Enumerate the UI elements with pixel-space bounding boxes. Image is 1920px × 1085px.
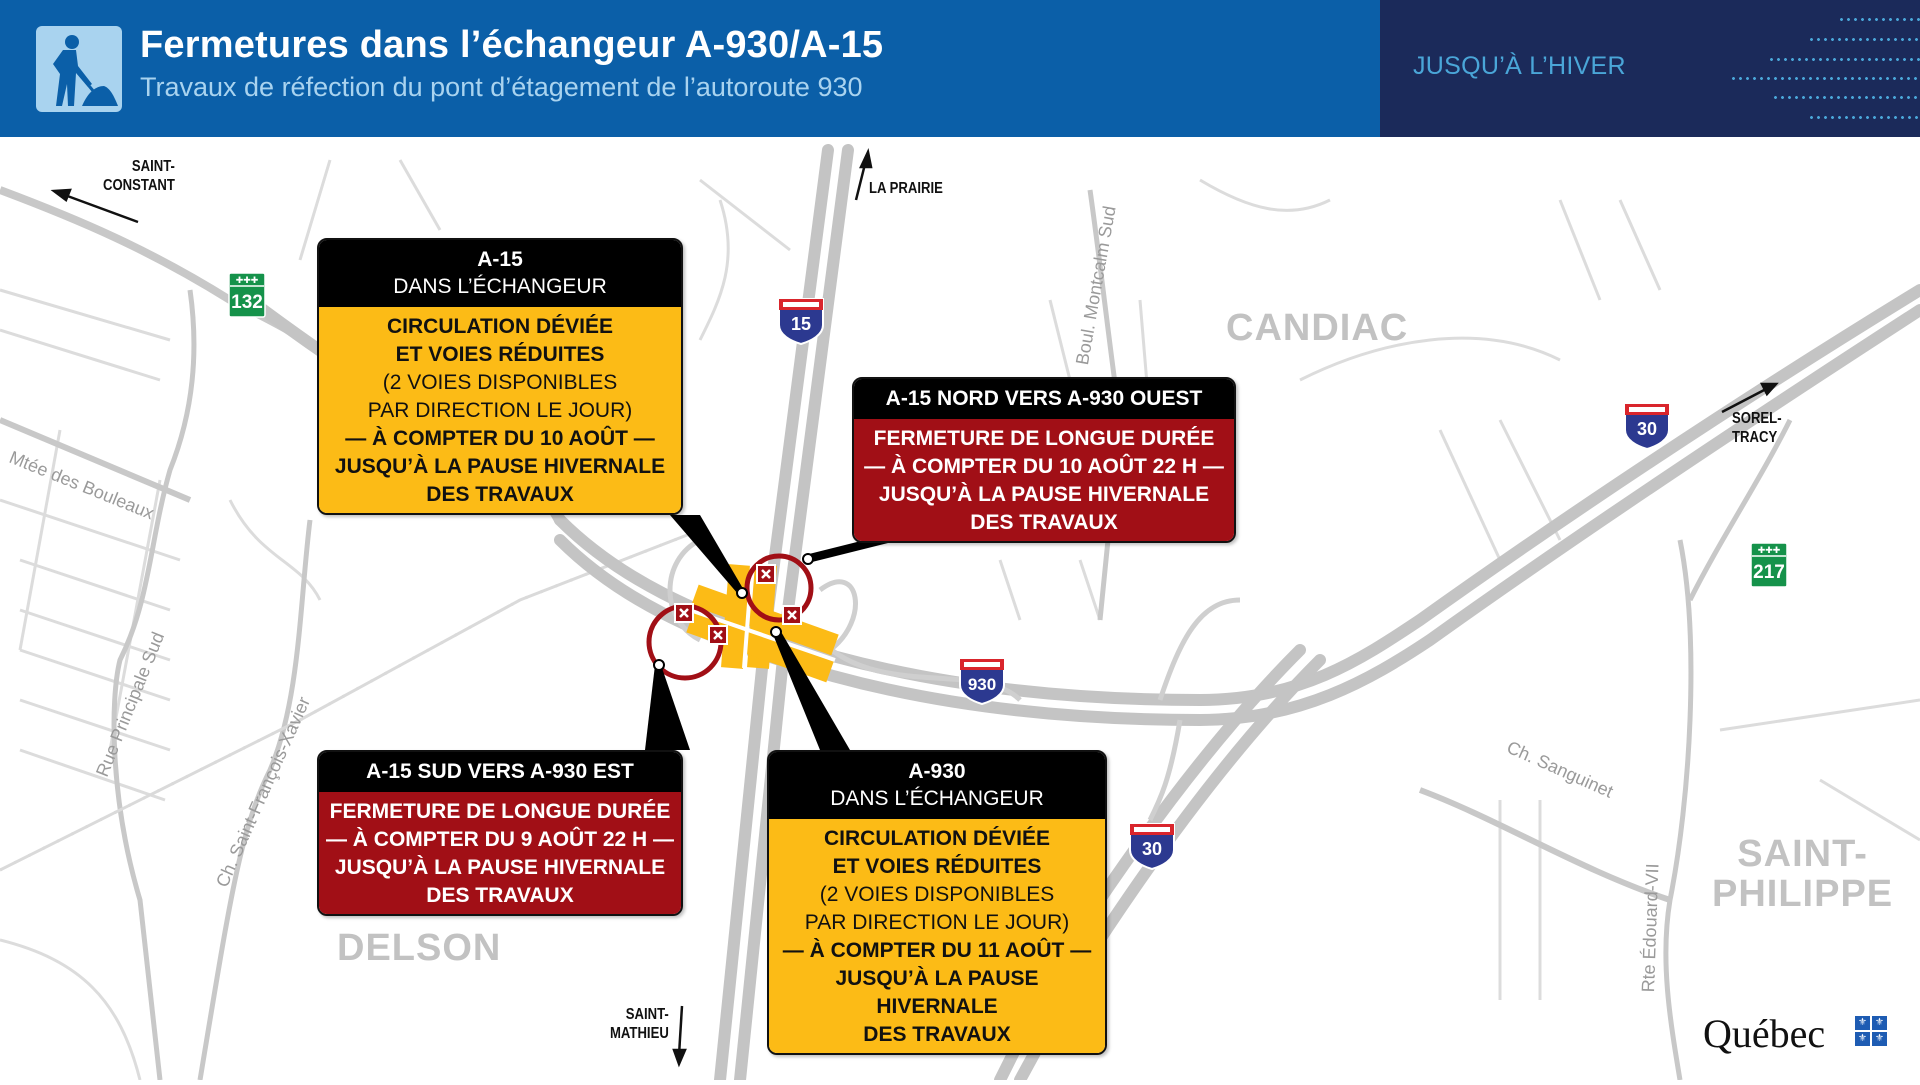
street-label-mtee-bouleaux: Mtée des Bouleaux (6, 447, 157, 524)
decorative-dots (1808, 116, 1920, 119)
callout-header: A-930 DANS L’ÉCHANGEUR (769, 752, 1105, 819)
place-label-saint-philippe: SAINT- PHILIPPE (1712, 833, 1894, 915)
place-label-candiac: CANDIAC (1226, 307, 1409, 349)
decorative-dots (1730, 77, 1920, 80)
autoroute-30-shield-ne (1623, 402, 1671, 455)
street-label-ch-sfx: Ch. Saint-François-Xavier (212, 693, 315, 891)
worker-shoveling-icon (36, 26, 122, 112)
autoroute-30-shield-s (1128, 822, 1176, 875)
svg-text:✚✚✚: ✚✚✚ (235, 276, 259, 286)
svg-text:132: 132 (231, 292, 263, 313)
svg-text:930: 930 (967, 675, 997, 694)
street-label-rue-principale: Rue Principale Sud (92, 629, 169, 780)
callout-header: A-15 NORD VERS A-930 OUEST (854, 379, 1234, 419)
decorative-dots (1768, 58, 1920, 61)
svg-text:30: 30 (1141, 839, 1163, 859)
fleur-de-lis-icon: ⚜ ⚜ ⚜ ⚜ (1855, 1016, 1887, 1046)
direction-la-prairie: LA PRAIRIE (869, 180, 943, 197)
svg-text:217: 217 (1753, 562, 1785, 583)
decorative-dots (1808, 38, 1920, 41)
svg-text:15: 15 (790, 314, 812, 334)
decorative-dots (1772, 96, 1920, 99)
svg-text:30: 30 (1636, 419, 1658, 439)
period-panel (1380, 0, 1920, 137)
callout-a930-interchange (767, 750, 1107, 1055)
street-label-ch-sanguinet: Ch. Sanguinet (1503, 737, 1617, 802)
route-217-shield (1750, 542, 1788, 595)
map-canvas[interactable] (0, 137, 1920, 1080)
decorative-dots (1838, 18, 1920, 21)
direction-sorel-tracy: SOREL- TRACY (1732, 410, 1782, 446)
callout-a15-nord-a930-ouest (852, 377, 1236, 543)
page-title: Fermetures dans l’échangeur A-930/A-15 (140, 24, 884, 66)
callout-body: CIRCULATION DÉVIÉE ET VOIES RÉDUITES (2 VOIES DISPONIBLES PAR DIRECTION LE JOUR) — À COMPTER DU 11 AOÛT — JUSQU’À LA PAUSE HIVERNALE DES TRAVAUX (769, 819, 1105, 1053)
autoroute-15-shield (777, 297, 825, 350)
route-132-shield (228, 272, 266, 325)
street-label-rte-edouard: Rte Édouard-VII (1638, 863, 1663, 993)
period-label: JUSQU’À L’HIVER (1413, 52, 1626, 80)
place-label-delson: DELSON (337, 927, 502, 969)
svg-text:✚✚✚: ✚✚✚ (1757, 546, 1781, 556)
callout-a15-interchange (317, 238, 683, 515)
callout-body: FERMETURE DE LONGUE DURÉE — À COMPTER DU 10 AOÛT 22 H — JUSQU’À LA PAUSE HIVERNALE DES TRAVAUX (854, 419, 1234, 541)
page-subtitle: Travaux de réfection du pont d’étagement de l’autoroute 930 (140, 72, 863, 102)
quebec-logo: Québec (1703, 1011, 1826, 1056)
callout-a15-sud-a930-est (317, 750, 683, 916)
callout-body: FERMETURE DE LONGUE DURÉE — À COMPTER DU 9 AOÛT 22 H — JUSQU’À LA PAUSE HIVERNALE DES TRAVAUX (319, 792, 681, 914)
callout-header: A-15 SUD VERS A-930 EST (319, 752, 681, 792)
direction-saint-mathieu: SAINT- MATHIEU (610, 1006, 669, 1042)
direction-saint-constant: SAINT- CONSTANT (103, 158, 175, 194)
street-label-boul-montcalm: Boul. Montcalm Sud (1072, 204, 1120, 367)
callout-body: CIRCULATION DÉVIÉE ET VOIES RÉDUITES (2 VOIES DISPONIBLES PAR DIRECTION LE JOUR) — À COMPTER DU 10 AOÛT — JUSQU’À LA PAUSE HIVERNALE DES TRAVAUX (319, 307, 681, 513)
callout-header: A-15 DANS L’ÉCHANGEUR (319, 240, 681, 307)
autoroute-930-shield (958, 657, 1006, 710)
